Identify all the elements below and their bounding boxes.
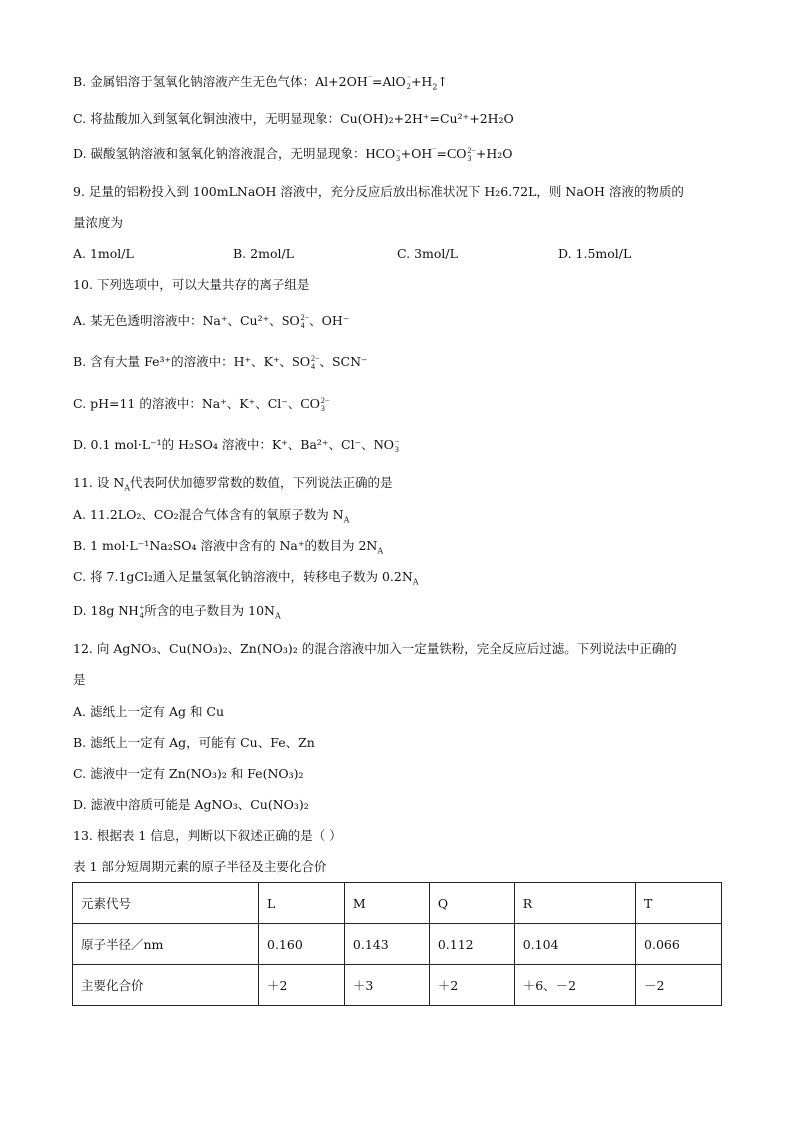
carbonate-ion: CO 2− 3 — [446, 145, 476, 163]
table-cell: Q — [429, 883, 514, 924]
table-cell: T — [636, 883, 722, 924]
q11-stem: 11. 设 $N_A$代表阿伏加德罗常数的数值，下列说法正确的是 — [73, 475, 393, 493]
table-cell: 0.143 — [344, 924, 429, 965]
table-cell: 0.066 — [636, 924, 722, 965]
table-cell: 0.104 — [514, 924, 635, 965]
q12-option-c: C. 滤液中一定有 Zn(NO₃)₂ 和 Fe(NO₃)₂ — [73, 766, 304, 781]
q8-option-c: C. 将盐酸加入到氢氧化铜浊液中，无明显现象：Cu(OH)₂+2H⁺=Cu²⁺+2H₂O — [73, 111, 514, 126]
table-cell: M — [344, 883, 429, 924]
sulfate-ion: SO 2− 4 — [292, 353, 320, 371]
table-cell: L — [259, 883, 345, 924]
q12-stem-line2: 是 — [73, 672, 86, 687]
q12-stem-line1: 12. 向 AgNO₃、Cu(NO₃)₂、Zn(NO₃)₂ 的混合溶液中加入一定量铁粉，完全反应后过滤。下列说法中正确的 — [73, 641, 677, 656]
q11-option-c: C. 将 7.1gCl₂通入足量氢氧化钠溶液中，转移电子数为 $0.2N_A$ — [73, 569, 419, 587]
q10-option-d: D. 0.1 mol·L⁻¹的 H₂SO₄ 溶液中：K⁺、Ba²⁺、Cl⁻、NO − 3 — [73, 436, 400, 454]
q12-option-d: D. 滤液中溶质可能是 AgNO₃、Cu(NO₃)₂ — [73, 797, 309, 812]
q9-stem-line1: 9. 足量的铝粉投入到 100mLNaOH 溶液中，充分反应后放出标准状况下 H₂6.72L，则 NaOH 溶液的物质的 — [73, 184, 684, 199]
table-row — [73, 883, 722, 924]
q8-option-b: B. 金属铝溶于氢氧化钠溶液产生无色气体：Al+2OH⁻=AlO ⁻ 2 $+H_2↑$ — [73, 73, 448, 92]
table-cell: 主要化合价 — [73, 965, 259, 1006]
table-cell: －2 — [636, 965, 722, 1006]
carbonate-ion: CO 2− 3 — [300, 395, 330, 413]
q8-option-d: D. 碳酸氢钠溶液和氢氧化钠溶液混合，无明显现象：HCO − 3 +OH⁻=CO 2− 3 +H₂O — [73, 145, 513, 163]
table-cell: ＋2 — [429, 965, 514, 1006]
element-table — [72, 882, 722, 1006]
table-cell: R — [514, 883, 635, 924]
q10-option-c: C. pH=11 的溶液中：Na⁺、K⁺、Cl⁻、CO 2− 3 — [73, 395, 330, 413]
q9-option-c: C. 3mol/L — [397, 246, 458, 261]
q9-stem-line2: 量浓度为 — [73, 215, 124, 230]
bicarbonate-ion: HCO − 3 — [365, 145, 401, 163]
q9-option-b: B. 2mol/L — [233, 246, 294, 261]
q10-option-b: B. 含有大量 Fe³⁺的溶液中：H⁺、K⁺、SO 2− 4 、SCN⁻ — [73, 353, 368, 371]
table-row — [73, 924, 722, 965]
q13-stem: 13. 根据表 1 信息，判断以下叙述正确的是（ ） — [73, 828, 342, 843]
q11-option-b: B. 1 mol·L⁻¹Na₂SO₄ 溶液中含有的 Na⁺的数目为 $2N_A$ — [73, 538, 384, 556]
table-row — [73, 965, 722, 1006]
table-cell: 原子半径／nm — [73, 924, 259, 965]
q9-option-d: D. 1.5mol/L — [558, 246, 632, 261]
table-caption: 表 1 部分短周期元素的原子半径及主要化合价 — [73, 859, 327, 874]
table-cell: 0.160 — [259, 924, 345, 965]
table-cell: ＋2 — [259, 965, 345, 1006]
table-cell: 元素代号 — [73, 883, 259, 924]
q11-option-d: D. 18g NH + 4 所含的电子数目为 $10N_A$ — [73, 602, 281, 621]
table-cell: ＋3 — [344, 965, 429, 1006]
nitrate-ion: NO − 3 — [373, 436, 400, 454]
table-cell: ＋6、－2 — [514, 965, 635, 1006]
q12-option-b: B. 滤纸上一定有 Ag，可能有 Cu、Fe、Zn — [73, 735, 315, 750]
sulfate-ion: SO 2− 4 — [281, 312, 310, 330]
q10-stem: 10. 下列选项中，可以大量共存的离子组是 — [73, 277, 310, 292]
q12-option-a: A. 滤纸上一定有 Ag 和 Cu — [73, 704, 225, 719]
ammonium-ion: NH + 4 — [118, 602, 145, 620]
q10-option-a: A. 某无色透明溶液中：Na⁺、Cu²⁺、SO 2− 4 、OH⁻ — [73, 312, 350, 330]
q11-option-a: A. 11.2LO₂、CO₂混合气体含有的氧原子数为 $N_A$ — [73, 507, 350, 525]
q9-option-a: A. 1mol/L — [73, 246, 134, 261]
table-cell: 0.112 — [429, 924, 514, 965]
